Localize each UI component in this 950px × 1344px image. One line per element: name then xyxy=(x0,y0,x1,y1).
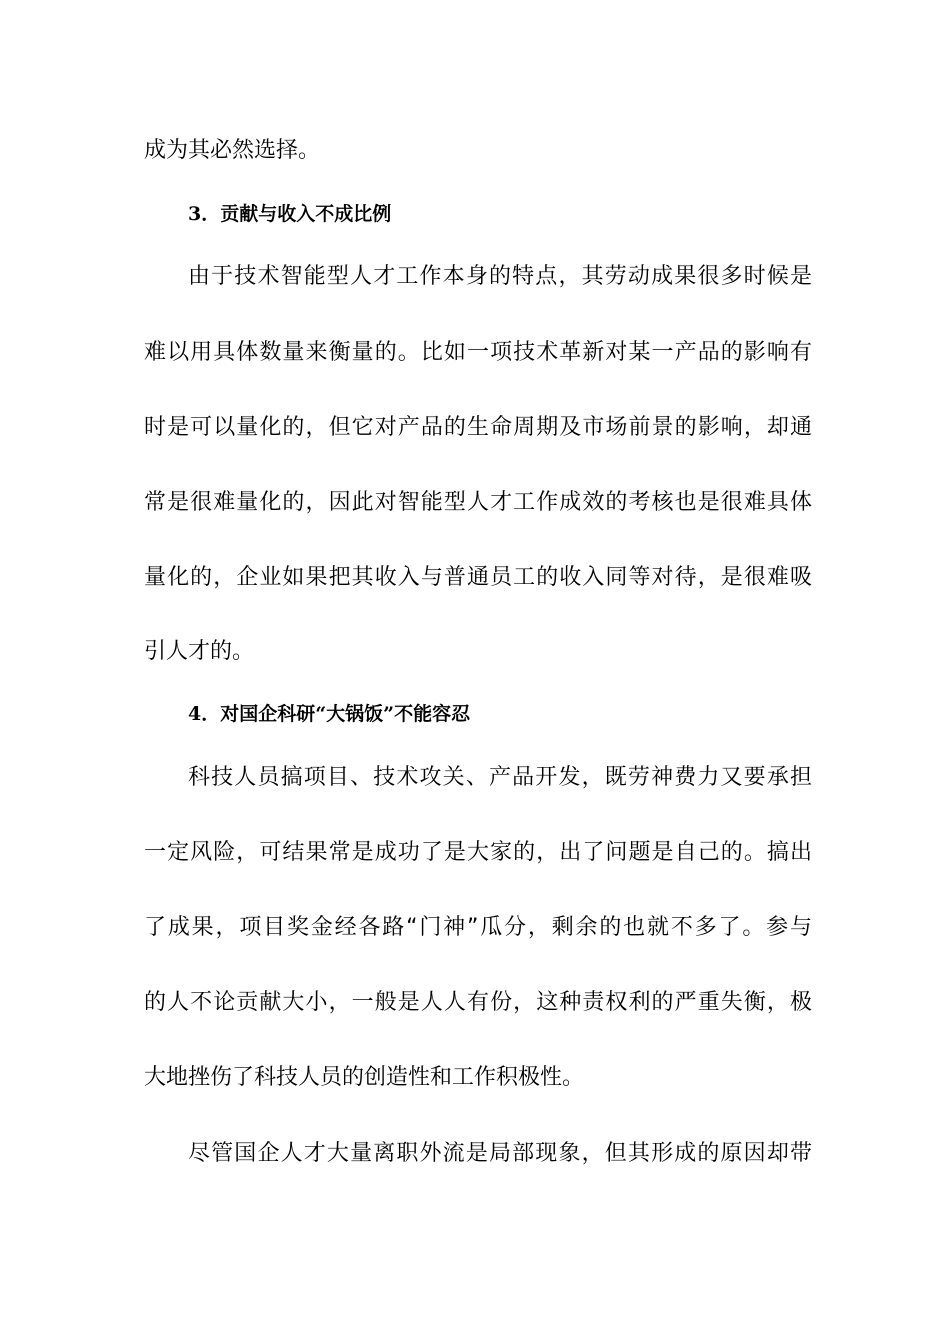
paragraph-line: 科技人员搞项目、技术攻关、产品开发，既劳神费力又要承担 xyxy=(188,765,812,790)
paragraph-line: 大地挫伤了科技人员的创造性和工作积极性。 xyxy=(144,1065,585,1090)
paragraph-line: 由于技术智能型人才工作本身的特点，其劳动成果很多时候是 xyxy=(188,264,812,289)
paragraph-line: 尽管国企人才大量离职外流是局部现象，但其形成的原因却带 xyxy=(188,1141,812,1166)
section-heading-3: 3．贡献与收入不成比例 xyxy=(188,203,392,225)
paragraph-line: 一定风险，可结果常是成功了是大家的，出了问题是自己的。搞出 xyxy=(144,840,812,865)
section-heading-4: 4．对国企科研“大锅饭”不能容忍 xyxy=(188,703,471,725)
paragraph-line: 量化的，企业如果把其收入与普通员工的收入同等对待，是很难吸 xyxy=(144,565,812,590)
paragraph-line: 成为其必然选择。 xyxy=(144,138,321,163)
paragraph-line: 了成果，项目奖金经各路“门神”瓜分，剩余的也就不多了。参与 xyxy=(144,915,812,940)
paragraph-line: 时是可以量化的，但它对产品的生命周期及市场前景的影响，却通 xyxy=(144,415,812,440)
paragraph-line: 引人才的。 xyxy=(144,639,255,664)
paragraph-line: 常是很难量化的，因此对智能型人才工作成效的考核也是很难具体 xyxy=(144,490,812,515)
paragraph-line: 的人不论贡献大小，一般是人人有份，这种责权利的严重失衡，极 xyxy=(144,990,812,1015)
paragraph-line: 难以用具体数量来衡量的。比如一项技术革新对某一产品的影响有 xyxy=(144,340,812,365)
